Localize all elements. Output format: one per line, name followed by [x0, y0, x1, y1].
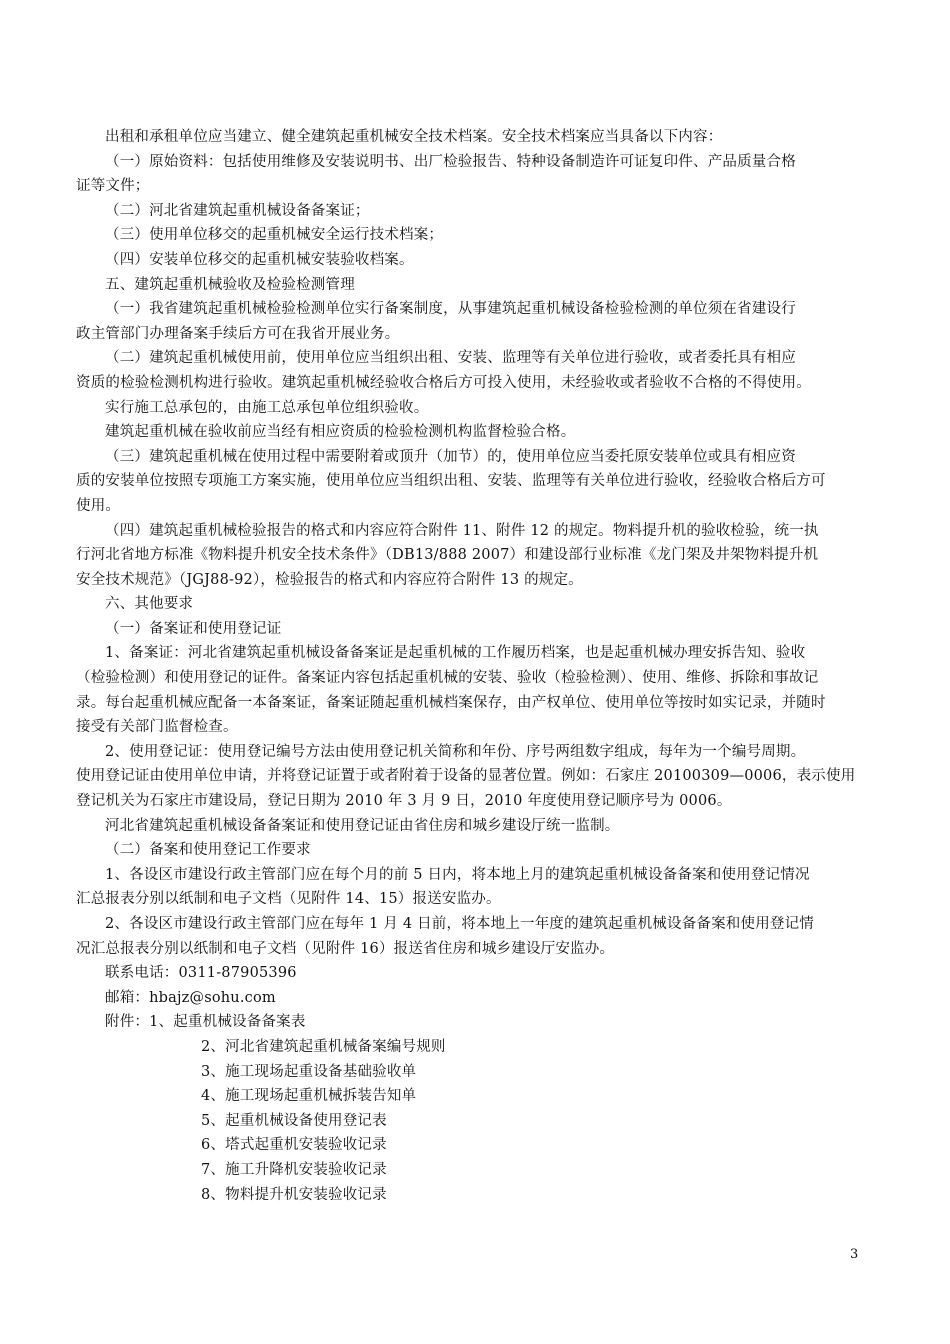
text-line: 证等文件； — [76, 178, 150, 195]
attachment-item: 2、河北省建筑起重机械备案编号规则 — [201, 1038, 446, 1055]
text-line: 建筑起重机械在验收前应当经有相应资质的检验检测机构监督检验合格。 — [105, 424, 576, 441]
attachment-item: 8、物料提升机安装验收记录 — [201, 1186, 387, 1203]
attachment-item: 7、施工升降机安装验收记录 — [201, 1161, 387, 1178]
text-line: 2、各设区市建设行政主管部门应在每年 1 月 4 日前，将本地上一年度的建筑起重机械设备备案和使用登记情 — [105, 916, 815, 932]
page-number: 3 — [850, 1247, 859, 1262]
attachment-item: 3、施工现场起重设备基础验收单 — [201, 1063, 417, 1080]
text-line: 汇总报表分别以纸制和电子文档（见附件 14、15）报送安监办。 — [76, 891, 501, 908]
attachment-item: 4、施工现场起重机械拆装告知单 — [201, 1088, 417, 1105]
text-line: 接受有关部门监督检查。 — [76, 719, 238, 736]
text-line: 出租和承租单位应当建立、健全建筑起重机械安全技术档案。安全技术档案应当具备以下内容： — [105, 129, 723, 145]
text-line: 联系电话：0311-87905396 — [105, 965, 297, 982]
text-line: 资质的检验检测机构进行验收。建筑起重机械经验收合格后方可投入使用，未经验收或者验收不合格的不得使用。 — [76, 374, 811, 391]
text-line: 五、建筑起重机械验收及检验检测管理 — [105, 276, 355, 293]
attachment-item: 5、起重机械设备使用登记表 — [201, 1112, 387, 1129]
text-line: 况汇总报表分别以纸制和电子文档（见附件 16）报送省住房和城乡建设厅安监办。 — [76, 940, 615, 957]
text-line: 质的安装单位按照专项施工方案实施，使用单位应当组织出租、安装、监理等有关单位进行验收，经验收合格后方可 — [76, 473, 826, 490]
text-line: （二）备案和使用登记工作要求 — [105, 842, 311, 859]
text-line: 附件：1、起重机械设备备案表 — [105, 1014, 306, 1031]
text-line: 六、其他要求 — [105, 596, 194, 613]
text-line: （二）建筑起重机械使用前，使用单位应当组织出租、安装、监理等有关单位进行验收，或者委托具有相应 — [105, 350, 796, 367]
text-line: 录。每台起重机械应配备一本备案证，备案证随起重机械档案保存，由产权单位、使用单位等按时如实记录，并随时 — [76, 694, 826, 711]
text-line: 邮箱：hbajz@sohu.com — [105, 989, 276, 1006]
text-line: 使用登记证由使用单位申请，并将登记证置于或者附着于设备的显著位置。例如：石家庄 20100309—0006，表示使用 — [76, 768, 856, 785]
text-line: （二）河北省建筑起重机械设备备案证； — [105, 202, 370, 219]
text-line: 登记机关为石家庄市建设局，登记日期为 2010 年 3 月 9 日，2010 年度使用登记顺序号为 0006。 — [76, 793, 732, 810]
text-line: 1、各设区市建设行政主管部门应在每个月的前 5 日内，将本地上月的建筑起重机械设备备案和使用登记情况 — [105, 866, 810, 883]
text-line: 1、备案证：河北省建筑起重机械设备备案证是起重机械的工作履历档案，也是起重机械办理安拆告知、验收 — [105, 645, 806, 662]
attachment-item: 6、塔式起重机安装验收记录 — [201, 1137, 387, 1154]
text-line: 安全技术规范》（JGJ88-92），检验报告的格式和内容应符合附件 13 的规定。 — [76, 571, 583, 588]
text-line: 河北省建筑起重机械设备备案证和使用登记证由省住房和城乡建设厅统一监制。 — [105, 817, 620, 834]
text-line: （三）使用单位移交的起重机械安全运行技术档案； — [105, 227, 444, 244]
text-line: （四）安装单位移交的起重机械安装验收档案。 — [105, 251, 414, 268]
text-line: （一）原始资料：包括使用维修及安装说明书、出厂检验报告、特种设备制造许可证复印件、产品质量合格 — [105, 153, 796, 170]
text-line: （四）建筑起重机械检验报告的格式和内容应符合附件 11、附件 12 的规定。物料提升机的验收检验，统一执 — [105, 522, 819, 539]
text-line: 行河北省地方标准《物料提升机安全技术条件》（DB13/888 2007）和建设部行业标准《龙门架及井架物料提升机 — [76, 547, 819, 564]
text-line: （检验检测）和使用登记的证件。备案证内容包括起重机械的安装、验收（检验检测）、使用、维修、拆除和事故记 — [76, 670, 819, 687]
text-line: （一）备案证和使用登记证 — [105, 620, 282, 637]
text-line: 实行施工总承包的，由施工总承包单位组织验收。 — [105, 399, 429, 416]
document-body — [76, 125, 902, 1207]
text-line: （一）我省建筑起重机械检验检测单位实行备案制度，从事建筑起重机械设备检验检测的单位须在省建设行 — [105, 301, 796, 318]
text-line: 使用。 — [76, 497, 121, 514]
text-line: 政主管部门办理备案手续后方可在我省开展业务。 — [76, 325, 400, 342]
text-line: （三）建筑起重机械在使用过程中需要附着或顶升（加节）的，使用单位应当委托原安装单位或具有相应资 — [105, 448, 796, 465]
text-line: 2、使用登记证：使用登记编号方法由使用登记机关简称和年份、序号两组数字组成，每年为一个编号周期。 — [105, 743, 806, 760]
